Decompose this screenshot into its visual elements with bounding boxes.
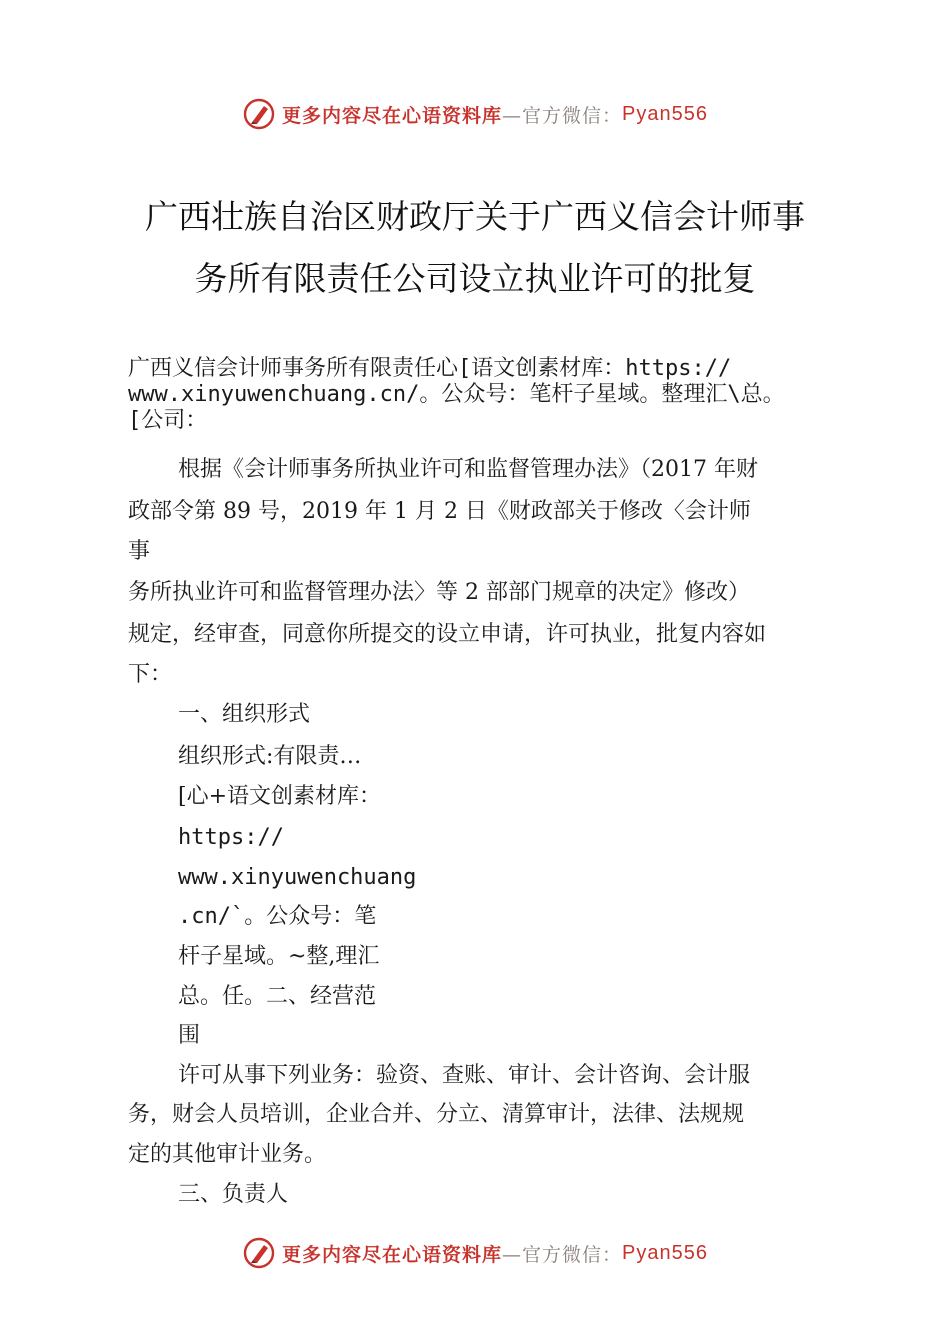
section-heading-1: 一、组织形式 [178,702,311,727]
watermark-banner-bottom [0,1233,950,1273]
body-line: 务所执业许可和监督管理办法〉等 2 部部门规章的决定》修改） [128,580,750,605]
title-line: 广西壮族自治区财政厅关于广西义信会计师事 [145,197,805,236]
body-line: 下： [128,662,173,687]
body-line: 总。任。二、经营范 [178,984,377,1009]
document-title [95,186,855,310]
watermark-wechat-label: —官方微信： [502,1243,623,1266]
body-line: .cn/`。公众号：笔 [178,904,377,929]
body-line: https:// [178,825,284,850]
addressee-block [128,356,828,434]
body-line: [心+语文创素材库： [178,784,382,809]
pen-nib-circle-icon [242,1236,276,1270]
intro-line: [公司： [128,408,208,433]
body-line: 许可从事下列业务：验资、查账、审计、会计咨询、会计服 [178,1063,751,1088]
body-line: 围 [178,1023,201,1048]
watermark-site-name: 更多内容尽在心语资料库 [282,104,503,127]
watermark-banner-top [0,94,950,134]
body-line: www.xinyuwenchuang [178,865,417,890]
watermark-site-name: 更多内容尽在心语资料库 [282,1243,503,1266]
intro-line: 广西义信会计师事务所有限责任心[语文创素材库：https:// [128,356,732,381]
body-line: 政部令第 89 号，2019 年 1 月 2 日《财政部关于修改〈会计师 [128,499,751,524]
body-line: 事 [128,539,151,564]
body-line: 定的其他审计业务。 [128,1142,327,1167]
watermark-wechat-label: —官方微信： [502,104,623,127]
body-line: 根据《会计师事务所执业许可和监督管理办法》（2017 年财 [178,457,758,482]
body-line: 杆子星域。~整,理汇 [178,944,380,969]
watermark-wechat-id: Pyan556 [622,1241,708,1264]
pen-nib-circle-icon [242,97,276,131]
title-line: 务所有限责任公司设立执业许可的批复 [194,259,756,298]
intro-line: www.xinyuwenchuang.cn/。公众号：笔杆子星域。整理汇\总。 [128,382,785,407]
body-line: 务，财会人员培训，企业合并、分立、清算审计，法律、法规规 [128,1102,745,1127]
watermark-wechat-id: Pyan556 [622,102,708,125]
body-line: 规定，经审查，同意你所提交的设立申请，许可执业，批复内容如 [128,622,767,647]
section-heading-3: 三、负责人 [178,1182,289,1207]
body-line: 组织形式:有限责… [178,744,362,769]
